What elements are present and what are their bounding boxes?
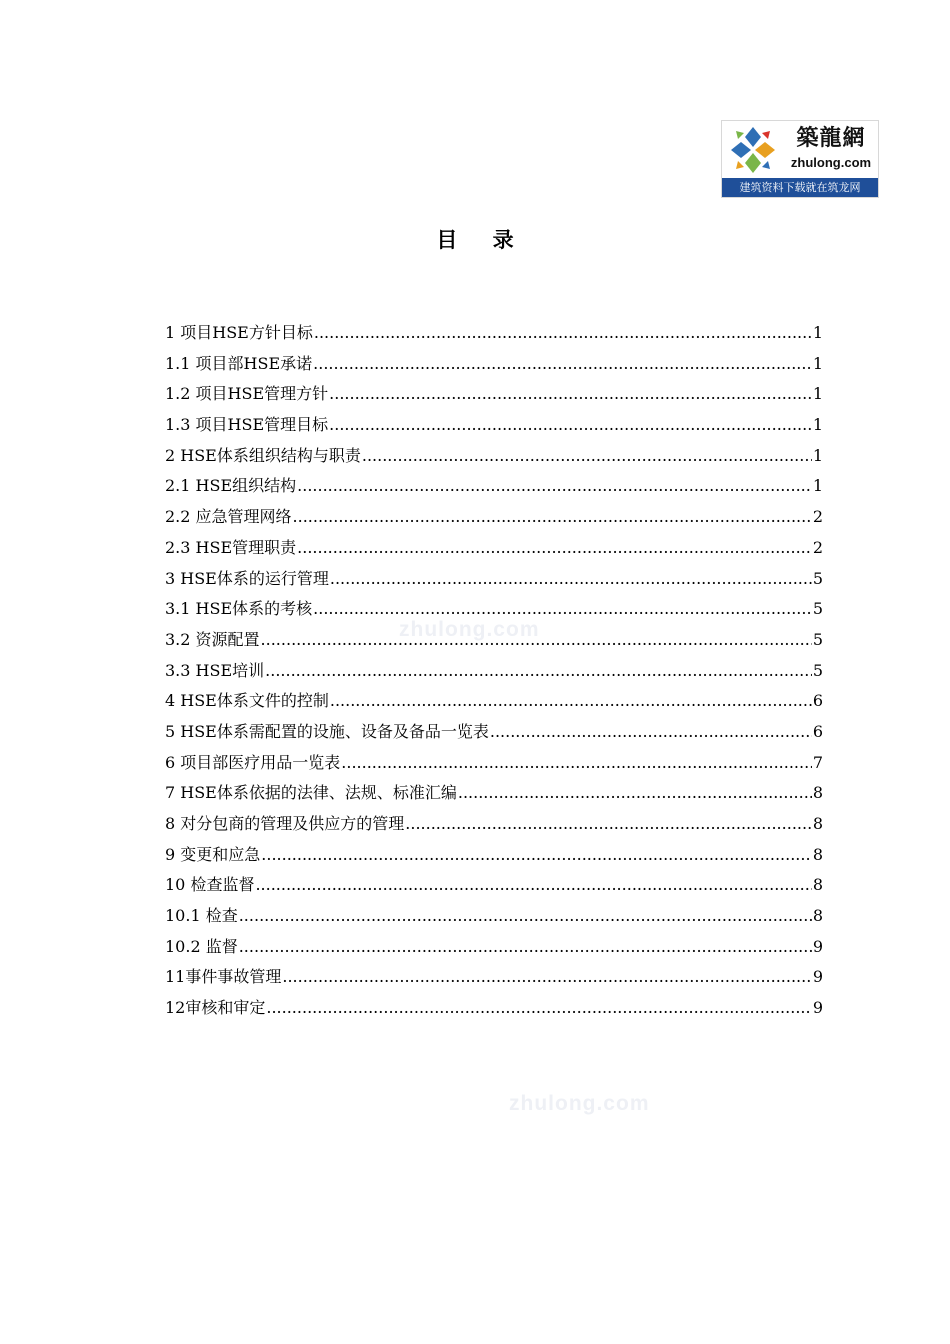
toc-entry[interactable] xyxy=(165,748,823,779)
toc-dot-leader xyxy=(329,379,812,410)
toc-entry-title: 9 变更和应急 xyxy=(165,844,261,864)
toc-entry[interactable] xyxy=(165,594,823,625)
toc-entry-page: 8 xyxy=(812,875,823,895)
toc-entry[interactable] xyxy=(165,932,823,963)
toc-dot-leader xyxy=(330,686,812,717)
zhulong-logo xyxy=(721,120,879,198)
toc-dot-leader xyxy=(297,471,812,502)
toc-dot-leader xyxy=(330,564,812,595)
toc-dot-leader xyxy=(239,932,812,963)
toc-dot-leader xyxy=(293,502,812,533)
toc-entry-title: 1.3 项目HSE管理目标 xyxy=(165,415,329,435)
toc-entry-title: 10.2 监督 xyxy=(165,936,238,956)
toc-dot-leader xyxy=(261,840,812,871)
toc-entry-title: 1.2 项目HSE管理方针 xyxy=(165,384,329,404)
toc-entry[interactable] xyxy=(165,993,823,1024)
toc-entry[interactable] xyxy=(165,318,823,349)
toc-entry[interactable] xyxy=(165,441,823,472)
logo-chinese-name: 築龍網 xyxy=(796,126,866,151)
toc-entry-title: 3.1 HSE体系的考核 xyxy=(165,599,313,619)
toc-entry-title: 5 HSE体系需配置的设施、设备及备品一览表 xyxy=(165,721,489,741)
toc-dot-leader xyxy=(266,993,811,1024)
toc-dot-leader xyxy=(313,349,812,380)
toc-entry-page: 1 xyxy=(812,353,823,373)
toc-entry-page: 8 xyxy=(812,906,823,926)
toc-entry-page: 5 xyxy=(812,629,823,649)
toc-entry-page: 5 xyxy=(812,660,823,680)
toc-entry-page: 7 xyxy=(812,752,823,772)
toc-dot-leader xyxy=(265,656,812,687)
logo-slogan: 建筑资料下载就在筑龙网 xyxy=(722,178,878,197)
toc-entry-title: 10 检查监督 xyxy=(165,875,255,895)
toc-dot-leader xyxy=(341,748,812,779)
toc-entry-page: 8 xyxy=(812,783,823,803)
toc-entry-page: 1 xyxy=(812,384,823,404)
toc-entry-page: 1 xyxy=(812,445,823,465)
toc-entry[interactable] xyxy=(165,625,823,656)
toc-entry-page: 8 xyxy=(812,844,823,864)
toc-dot-leader xyxy=(297,533,812,564)
toc-entry-page: 9 xyxy=(812,936,823,956)
toc-entry-title: 2 HSE体系组织结构与职责 xyxy=(165,445,361,465)
toc-entry-page: 1 xyxy=(812,323,823,342)
toc-entry-title: 2.1 HSE组织结构 xyxy=(165,476,297,496)
toc-entry-title: 3 HSE体系的运行管理 xyxy=(165,568,329,588)
toc-entry-page: 1 xyxy=(812,476,823,496)
toc-entry-page: 9 xyxy=(812,998,823,1018)
toc-entry-page: 1 xyxy=(812,415,823,435)
toc-dot-leader xyxy=(314,318,812,349)
logo-domain: zhulong.com xyxy=(790,155,872,170)
toc-dot-leader xyxy=(490,717,812,748)
toc-entry[interactable] xyxy=(165,809,823,840)
toc-entry-title: 1.1 项目部HSE承诺 xyxy=(165,353,313,373)
toc-entry[interactable] xyxy=(165,901,823,932)
toc-entry[interactable] xyxy=(165,870,823,901)
toc-entry-title: 11事件事故管理 xyxy=(165,967,282,987)
toc-entry-page: 5 xyxy=(812,568,823,588)
toc-dot-leader xyxy=(329,410,812,441)
toc-entry-title: 2.2 应急管理网络 xyxy=(165,507,292,527)
toc-entry-title: 2.3 HSE管理职责 xyxy=(165,537,297,557)
watermark: zhulong.com xyxy=(509,1092,650,1115)
toc-entry-title: 12审核和审定 xyxy=(165,998,266,1018)
toc-dot-leader xyxy=(282,962,811,993)
toc-entry[interactable] xyxy=(165,778,823,809)
page-title: 目 录 xyxy=(436,228,528,252)
toc-entry[interactable] xyxy=(165,717,823,748)
pinwheel-logo-icon xyxy=(726,125,780,175)
toc-entry-title: 10.1 检查 xyxy=(165,906,238,926)
toc-dot-leader xyxy=(405,809,812,840)
toc-entry-page: 9 xyxy=(812,967,823,987)
toc-entry-title: 4 HSE体系文件的控制 xyxy=(165,691,329,711)
toc-entry[interactable] xyxy=(165,471,823,502)
toc-entry[interactable] xyxy=(165,533,823,564)
toc-entry-page: 2 xyxy=(812,507,823,527)
toc-dot-leader xyxy=(362,441,812,472)
toc-dot-leader xyxy=(255,870,811,901)
toc-entry[interactable] xyxy=(165,410,823,441)
toc-entry-page: 6 xyxy=(812,721,823,741)
toc-entry[interactable] xyxy=(165,840,823,871)
toc-dot-leader xyxy=(261,625,812,656)
toc-entry[interactable] xyxy=(165,656,823,687)
table-of-contents xyxy=(165,318,823,1024)
toc-entry-title: 8 对分包商的管理及供应方的管理 xyxy=(165,814,405,833)
toc-dot-leader xyxy=(458,778,812,809)
watermark: zhulong.com xyxy=(399,618,540,641)
toc-entry[interactable] xyxy=(165,379,823,410)
toc-entry-page: 8 xyxy=(812,814,823,833)
toc-entry[interactable] xyxy=(165,962,823,993)
toc-entry-page: 6 xyxy=(812,691,823,711)
toc-entry-title: 7 HSE体系依据的法律、法规、标准汇编 xyxy=(165,783,457,803)
toc-entry-title: 1 项目HSE方针目标 xyxy=(165,323,313,342)
toc-entry[interactable] xyxy=(165,349,823,380)
toc-entry-page: 2 xyxy=(812,537,823,557)
toc-dot-leader xyxy=(313,594,812,625)
toc-entry[interactable] xyxy=(165,502,823,533)
toc-entry[interactable] xyxy=(165,564,823,595)
toc-entry-page: 5 xyxy=(812,599,823,619)
toc-entry-title: 3.2 资源配置 xyxy=(165,629,260,649)
toc-dot-leader xyxy=(239,901,812,932)
toc-entry-title: 6 项目部医疗用品一览表 xyxy=(165,752,341,772)
toc-entry-title: 3.3 HSE培训 xyxy=(165,660,265,680)
toc-entry[interactable] xyxy=(165,686,823,717)
